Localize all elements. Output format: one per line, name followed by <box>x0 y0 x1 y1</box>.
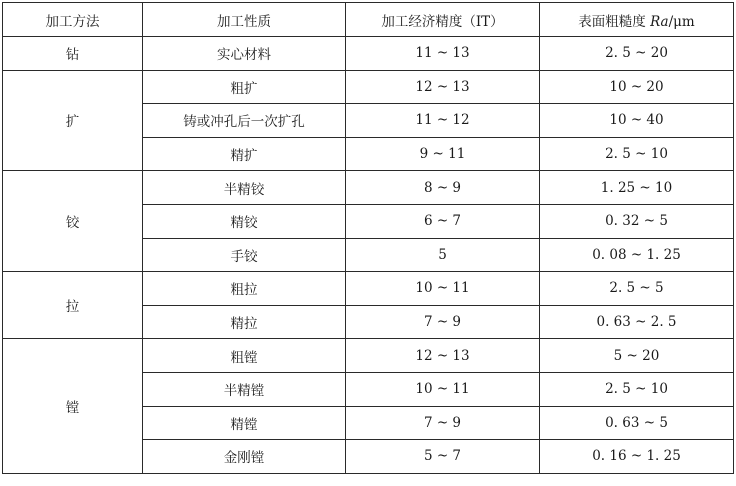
table-row <box>3 171 734 205</box>
roughness-cell: 1. 25 ~ 10 <box>540 171 734 205</box>
header-row <box>3 3 734 37</box>
accuracy-cell: 7 ~ 9 <box>346 305 540 339</box>
method-cell: 扩 <box>3 70 143 171</box>
method-cell: 镗 <box>3 339 143 473</box>
accuracy-cell: 10 ~ 11 <box>346 272 540 306</box>
roughness-cell: 10 ~ 20 <box>540 70 734 104</box>
header-roughness-prefix: 表面粗糙度 <box>578 13 651 30</box>
header-method: 加工方法 <box>3 3 143 37</box>
roughness-cell: 2. 5 ~ 20 <box>540 37 734 71</box>
table-row <box>3 37 734 71</box>
accuracy-cell: 9 ~ 11 <box>346 137 540 171</box>
roughness-cell: 0. 32 ~ 5 <box>540 204 734 238</box>
roughness-cell: 5 ~ 20 <box>540 339 734 373</box>
nature-cell: 粗镗 <box>143 339 346 373</box>
header-nature: 加工性质 <box>143 3 346 37</box>
accuracy-cell: 10 ~ 11 <box>346 372 540 406</box>
accuracy-cell: 5 <box>346 238 540 272</box>
header-roughness-unit: /μm <box>668 13 695 30</box>
table-row <box>3 339 734 373</box>
machining-accuracy-table <box>2 2 734 474</box>
nature-cell: 金刚镗 <box>143 440 346 474</box>
nature-cell: 粗扩 <box>143 70 346 104</box>
nature-cell: 半精铰 <box>143 171 346 205</box>
accuracy-cell: 11 ~ 13 <box>346 37 540 71</box>
roughness-cell: 2. 5 ~ 10 <box>540 372 734 406</box>
accuracy-cell: 8 ~ 9 <box>346 171 540 205</box>
header-roughness-symbol: Ra <box>650 13 669 30</box>
accuracy-cell: 5 ~ 7 <box>346 440 540 474</box>
nature-cell: 精扩 <box>143 137 346 171</box>
method-cell: 拉 <box>3 272 143 339</box>
accuracy-cell: 12 ~ 13 <box>346 70 540 104</box>
method-cell: 钻 <box>3 37 143 71</box>
roughness-cell: 0. 16 ~ 1. 25 <box>540 440 734 474</box>
nature-cell: 精拉 <box>143 305 346 339</box>
roughness-cell: 0. 63 ~ 5 <box>540 406 734 440</box>
nature-cell: 手铰 <box>143 238 346 272</box>
table-row <box>3 272 734 306</box>
nature-cell: 精镗 <box>143 406 346 440</box>
roughness-cell: 2. 5 ~ 5 <box>540 272 734 306</box>
header-accuracy: 加工经济精度（IT） <box>346 3 540 37</box>
nature-cell: 粗拉 <box>143 272 346 306</box>
roughness-cell: 10 ~ 40 <box>540 104 734 138</box>
accuracy-cell: 12 ~ 13 <box>346 339 540 373</box>
nature-cell: 半精镗 <box>143 372 346 406</box>
accuracy-cell: 6 ~ 7 <box>346 204 540 238</box>
header-roughness <box>540 3 734 37</box>
accuracy-cell: 11 ~ 12 <box>346 104 540 138</box>
nature-cell: 实心材料 <box>143 37 346 71</box>
table-body <box>3 37 734 474</box>
roughness-cell: 2. 5 ~ 10 <box>540 137 734 171</box>
nature-cell: 精铰 <box>143 204 346 238</box>
roughness-cell: 0. 08 ~ 1. 25 <box>540 238 734 272</box>
table-row <box>3 70 734 104</box>
roughness-cell: 0. 63 ~ 2. 5 <box>540 305 734 339</box>
nature-cell: 铸或冲孔后一次扩孔 <box>143 104 346 138</box>
accuracy-cell: 7 ~ 9 <box>346 406 540 440</box>
method-cell: 铰 <box>3 171 143 272</box>
